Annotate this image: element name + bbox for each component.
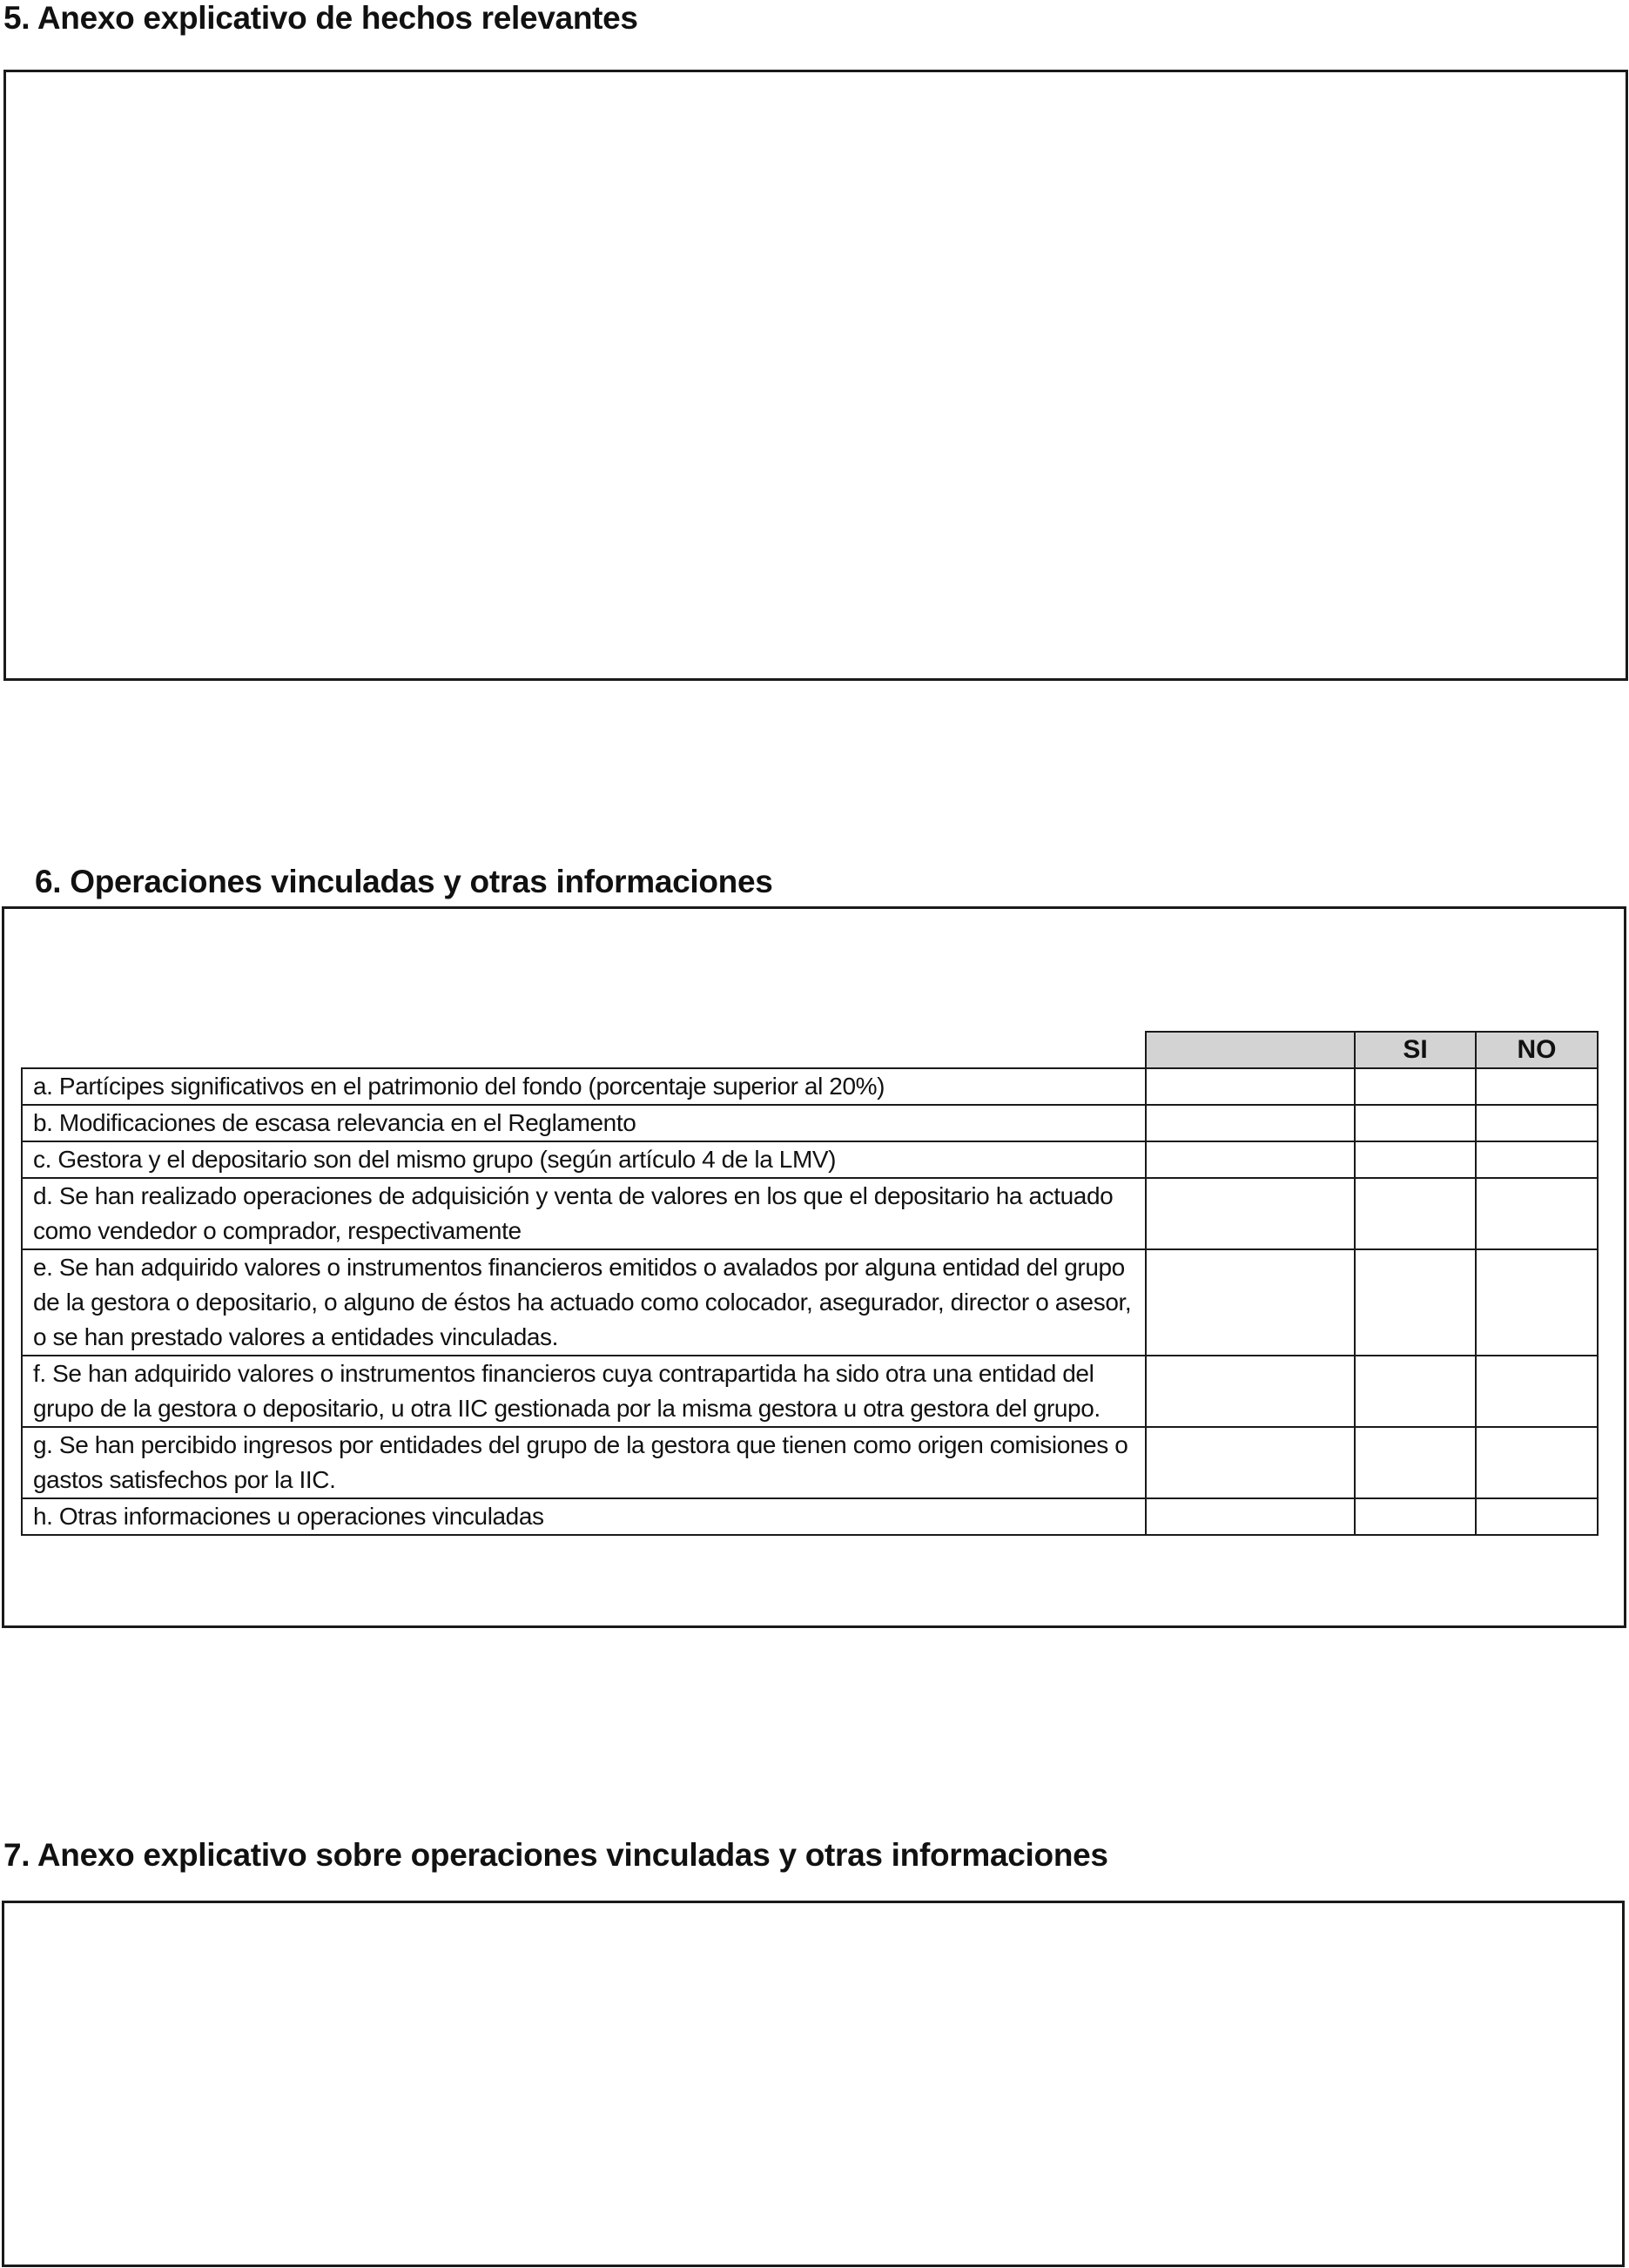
section-7-title: 7. Anexo explicativo sobre operaciones vinculadas y otras informaciones [3, 1837, 1108, 1873]
section-5-text-box[interactable] [3, 70, 1628, 681]
row-no-cell[interactable] [1476, 1105, 1598, 1141]
row-blank-cell[interactable] [1146, 1498, 1355, 1535]
row-no-cell[interactable] [1476, 1356, 1598, 1427]
row-label: a. Partícipes significativos en el patrimonio del fondo (porcentaje superior al 20%) [22, 1068, 1146, 1105]
table-row [22, 1356, 1598, 1427]
row-si-cell[interactable] [1355, 1249, 1476, 1356]
row-no-cell[interactable] [1476, 1141, 1598, 1178]
row-si-cell[interactable] [1355, 1178, 1476, 1249]
row-si-cell[interactable] [1355, 1427, 1476, 1498]
header-blank-column [1146, 1032, 1355, 1068]
row-label: c. Gestora y el depositario son del mismo grupo (según artículo 4 de la LMV) [22, 1141, 1146, 1178]
header-si-column: SI [1355, 1032, 1476, 1068]
row-si-cell[interactable] [1355, 1498, 1476, 1535]
related-operations-table [21, 1031, 1599, 1536]
row-blank-cell[interactable] [1146, 1178, 1355, 1249]
row-label: h. Otras informaciones u operaciones vinculadas [22, 1498, 1146, 1535]
row-si-cell[interactable] [1355, 1068, 1476, 1105]
row-no-cell[interactable] [1476, 1427, 1598, 1498]
row-label: b. Modificaciones de escasa relevancia en el Reglamento [22, 1105, 1146, 1141]
row-no-cell[interactable] [1476, 1068, 1598, 1105]
row-blank-cell[interactable] [1146, 1427, 1355, 1498]
table-row [22, 1427, 1598, 1498]
header-no-column: NO [1476, 1032, 1598, 1068]
row-blank-cell[interactable] [1146, 1105, 1355, 1141]
row-si-cell[interactable] [1355, 1141, 1476, 1178]
section-6-title: 6. Operaciones vinculadas y otras informaciones [35, 864, 773, 899]
table-row [22, 1068, 1598, 1105]
row-no-cell[interactable] [1476, 1498, 1598, 1535]
row-si-cell[interactable] [1355, 1356, 1476, 1427]
row-label: d. Se han realizado operaciones de adquisición y venta de valores en los que el depositario ha actuado como vendedor o comprador, respectivamente [22, 1178, 1146, 1249]
row-label: g. Se han percibido ingresos por entidades del grupo de la gestora que tienen como origen comisiones o gastos satisfechos por la IIC. [22, 1427, 1146, 1498]
table-row [22, 1178, 1598, 1249]
row-blank-cell[interactable] [1146, 1141, 1355, 1178]
section-5-title: 5. Anexo explicativo de hechos relevantes [3, 0, 638, 36]
row-blank-cell[interactable] [1146, 1249, 1355, 1356]
section-7-text-box[interactable] [2, 1901, 1625, 2267]
row-blank-cell[interactable] [1146, 1068, 1355, 1105]
table-row [22, 1249, 1598, 1356]
row-label: e. Se han adquirido valores o instrumentos financieros emitidos o avalados por alguna entidad del grupo de la gestora o depositario, o alguno de éstos ha actuado como colocador, asegurador, director o asesor, o se han prestado valores a entidades vinculadas. [22, 1249, 1146, 1356]
row-no-cell[interactable] [1476, 1249, 1598, 1356]
table-row [22, 1498, 1598, 1535]
row-label: f. Se han adquirido valores o instrumentos financieros cuya contrapartida ha sido otra una entidad del grupo de la gestora o depositario, u otra IIC gestionada por la misma gestora u otra gestora del grupo. [22, 1356, 1146, 1427]
table-header-row [22, 1032, 1598, 1068]
row-blank-cell[interactable] [1146, 1356, 1355, 1427]
table-row [22, 1141, 1598, 1178]
header-empty-cell [22, 1032, 1146, 1068]
row-no-cell[interactable] [1476, 1178, 1598, 1249]
row-si-cell[interactable] [1355, 1105, 1476, 1141]
table-row [22, 1105, 1598, 1141]
